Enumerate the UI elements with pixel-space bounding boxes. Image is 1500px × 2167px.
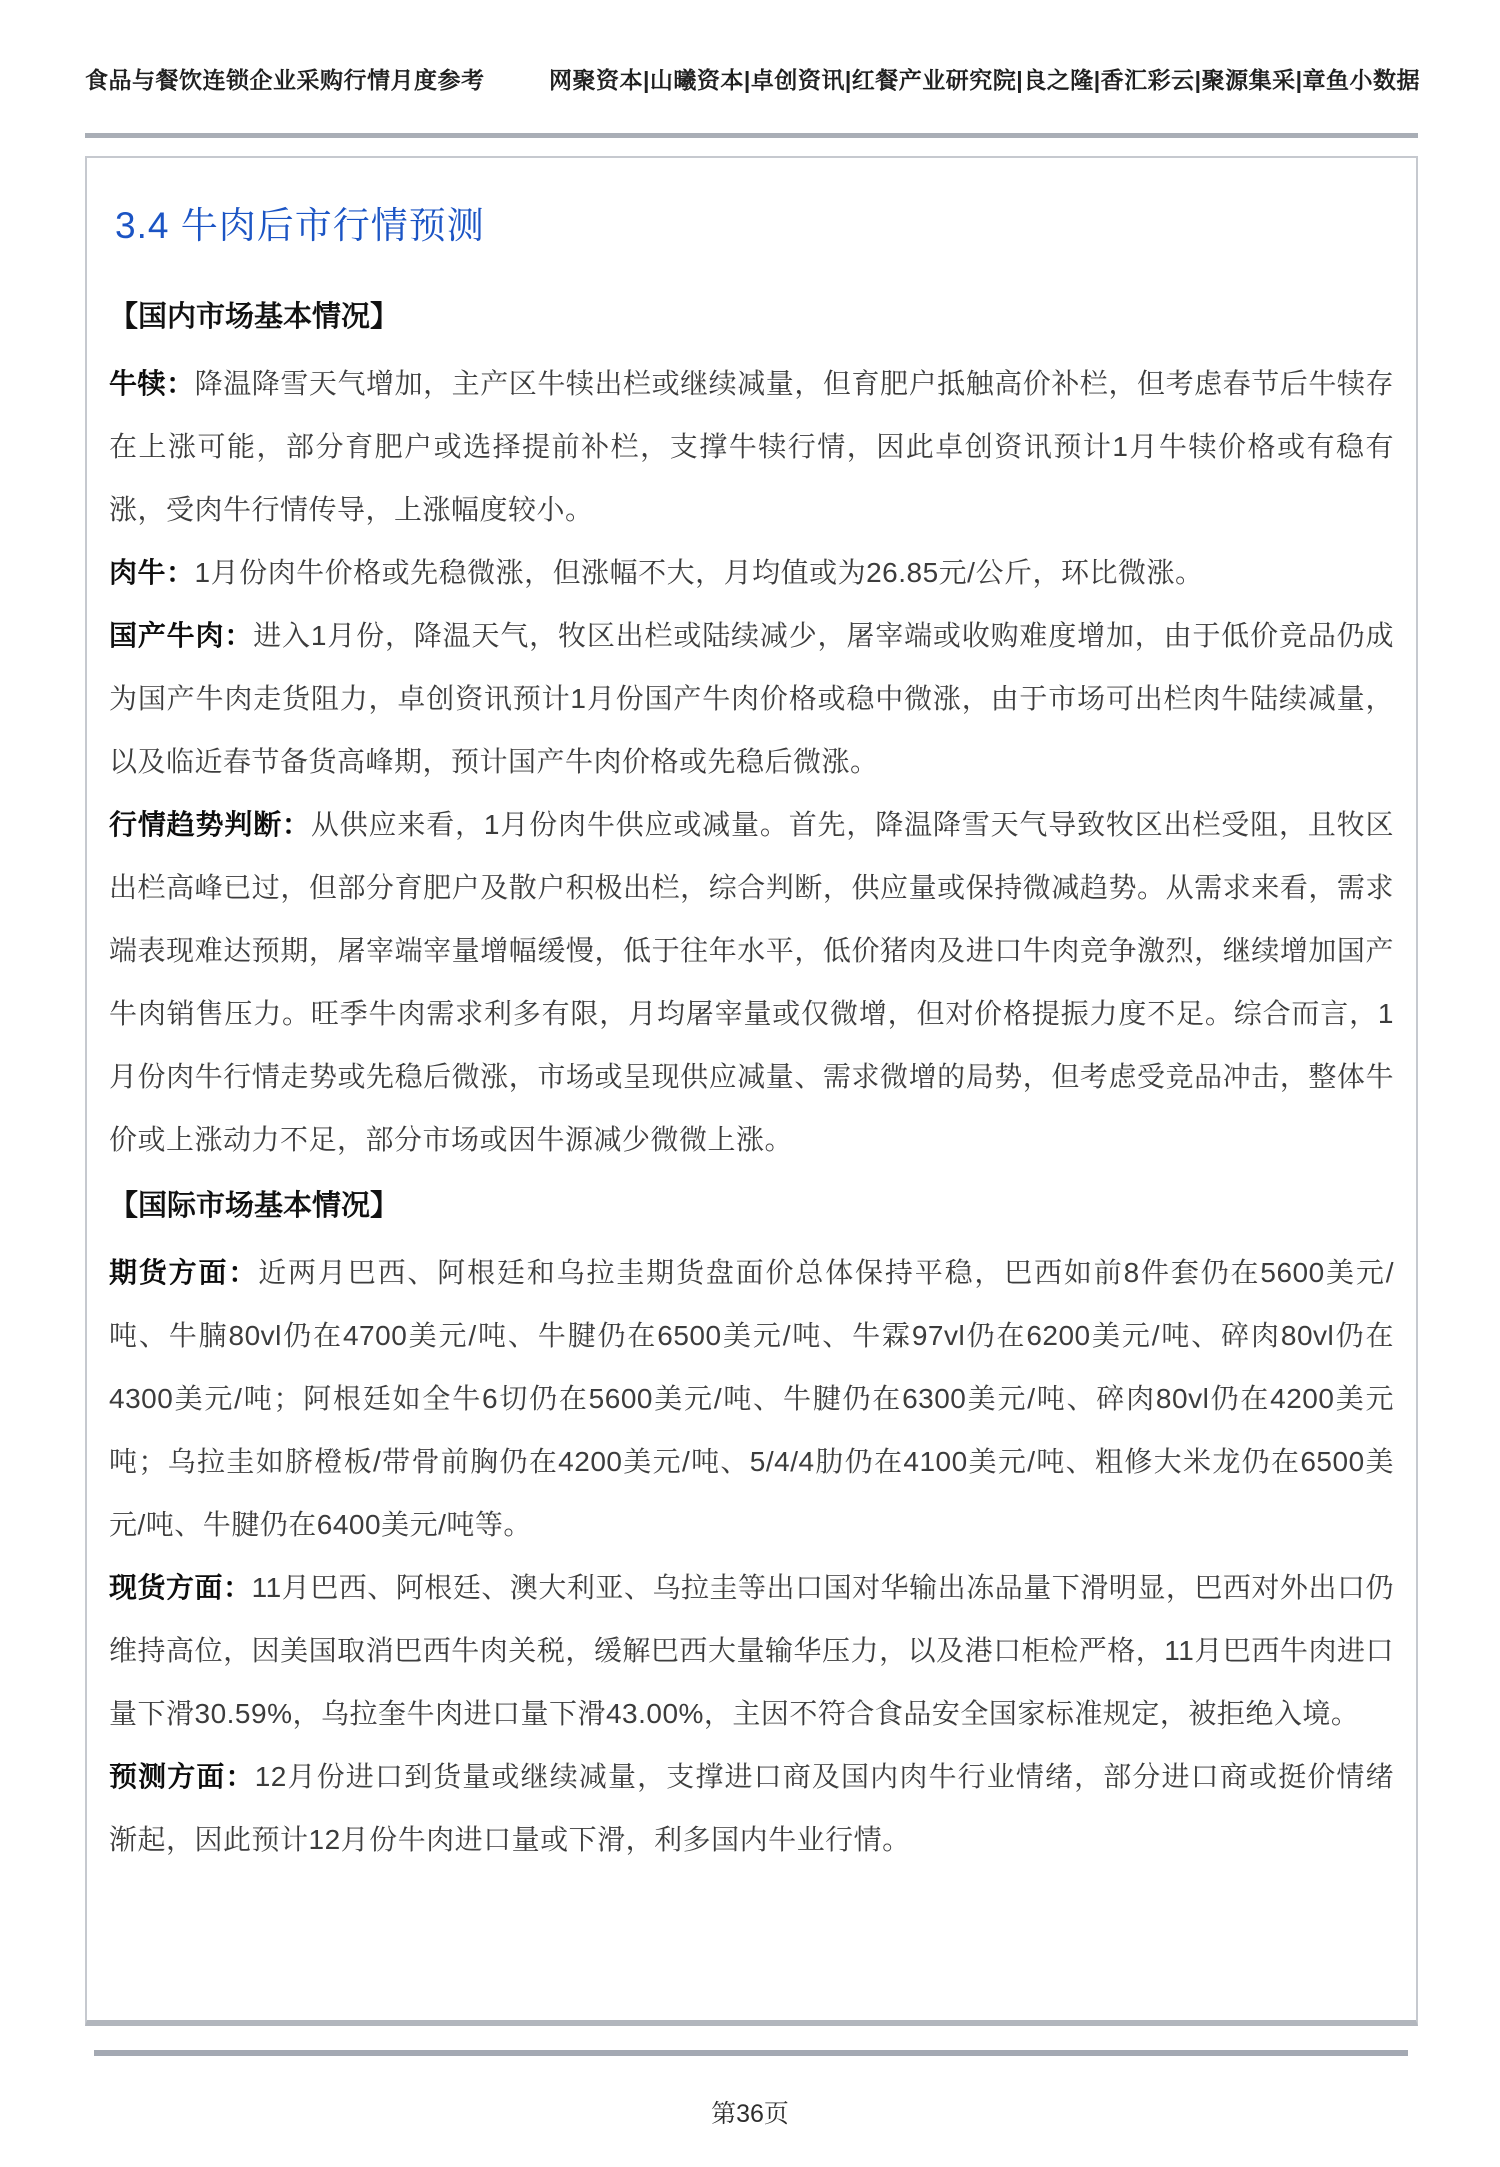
paragraph-domestic-beef-label: 国产牛肉： <box>109 620 254 651</box>
footer-divider <box>94 2050 1408 2056</box>
paragraph-futures <box>109 1241 1394 1556</box>
page-footer <box>0 2094 1500 2130</box>
paragraph-domestic-beef <box>109 604 1394 793</box>
paragraph-domestic-beef-text: 进入1月份，降温天气，牧区出栏或陆续减少，屠宰端或收购难度增加，由于低价竞品仍成为国产牛肉走货阻力，卓创资讯预计1月份国产牛肉价格或稳中微涨，由于市场可出栏肉牛陆续减量，以及临近春节备货高峰期，预计国产牛肉价格或先稳后微涨。 <box>109 620 1394 777</box>
header-divider <box>85 133 1418 138</box>
paragraph-trend-judgement-label: 行情趋势判断： <box>109 809 311 840</box>
paragraph-spot <box>109 1556 1394 1745</box>
paragraph-futures-text: 近两月巴西、阿根廷和乌拉圭期货盘面价总体保持平稳，巴西如前8件套仍在5600美元/吨、牛腩80vl仍在4700美元/吨、牛腱仍在6500美元/吨、牛霖97vl仍在6200美元/吨、碎肉80vl仍在4300美元/吨；阿根廷如全牛6切仍在5600美元/吨、牛腱仍在6300美元/吨、碎肉80vl仍在4200美元吨；乌拉圭如脐橙板/带骨前胸仍在4200美元/吨、5/4/4肋仍在4100美元/吨、粗修大米龙仍在6500美元/吨、牛腱仍在6400美元/吨等。 <box>109 1257 1394 1540</box>
paragraph-cattle-label: 肉牛： <box>109 557 195 588</box>
paragraph-calf-label: 牛犊： <box>109 368 195 399</box>
paragraph-cattle-text: 1月份肉牛价格或先稳微涨，但涨幅不大，月均值或为26.85元/公斤，环比微涨。 <box>194 557 1204 588</box>
domestic-market-heading: 【国内市场基本情况】 <box>109 301 400 333</box>
paragraph-spot-label: 现货方面： <box>109 1572 252 1603</box>
header-brand-list: 网聚资本|山曦资本|卓创资讯|红餐产业研究院|良之隆|香汇彩云|聚源集采|章鱼小数据 <box>548 67 1420 93</box>
paragraph-forecast-label: 预测方面： <box>109 1761 255 1792</box>
paragraph-trend-judgement-text: 从供应来看，1月份肉牛供应或减量。首先，降温降雪天气导致牧区出栏受阻，且牧区出栏高峰已过，但部分育肥户及散户积极出栏，综合判断，供应量或保持微减趋势。从需求来看，需求端表现难达预期，屠宰端宰量增幅缓慢，低于往年水平，低价猪肉及进口牛肉竞争激烈，继续增加国产牛肉销售压力。旺季牛肉需求利多有限，月均屠宰量或仅微增，但对价格提振力度不足。综合而言，1月份肉牛行情走势或先稳后微涨，市场或呈现供应减量、需求微增的局势，但考虑受竞品冲击，整体牛价或上涨动力不足，部分市场或因牛源减少微微上涨。 <box>109 809 1394 1155</box>
paragraph-forecast-text: 12月份进口到货量或继续减量，支撑进口商及国内肉牛行业情绪，部分进口商或挺价情绪渐起，因此预计12月份牛肉进口量或下滑，利多国内牛业行情。 <box>109 1761 1394 1855</box>
paragraph-forecast <box>109 1745 1394 1871</box>
paragraph-trend-judgement <box>109 793 1394 1171</box>
paragraph-calf-text: 降温降雪天气增加，主产区牛犊出栏或继续减量，但育肥户抵触高价补栏，但考虑春节后牛犊存在上涨可能，部分育肥户或选择提前补栏，支撑牛犊行情，因此卓创资讯预计1月牛犊价格或有稳有涨，受肉牛行情传导，上涨幅度较小。 <box>109 368 1394 525</box>
paragraph-futures-label: 期货方面： <box>109 1257 259 1288</box>
page-number: 第36页 <box>711 2100 789 2128</box>
content-box <box>85 156 1418 2026</box>
paragraph-calf <box>109 352 1394 541</box>
page-header <box>85 62 1420 95</box>
paragraph-cattle <box>109 541 1394 604</box>
section-title: 3.4 牛肉后市行情预测 <box>115 205 485 246</box>
header-doc-title: 食品与餐饮连锁企业采购行情月度参考 <box>85 67 485 93</box>
international-market-heading: 【国际市场基本情况】 <box>109 1190 400 1222</box>
paragraph-spot-text: 11月巴西、阿根廷、澳大利亚、乌拉圭等出口国对华输出冻品量下滑明显，巴西对外出口仍维持高位，因美国取消巴西牛肉关税，缓解巴西大量输华压力，以及港口柜检严格，11月巴西牛肉进口量下滑30.59%，乌拉奎牛肉进口量下滑43.00%，主因不符合食品安全国家标准规定，被拒绝入境。 <box>109 1572 1394 1729</box>
